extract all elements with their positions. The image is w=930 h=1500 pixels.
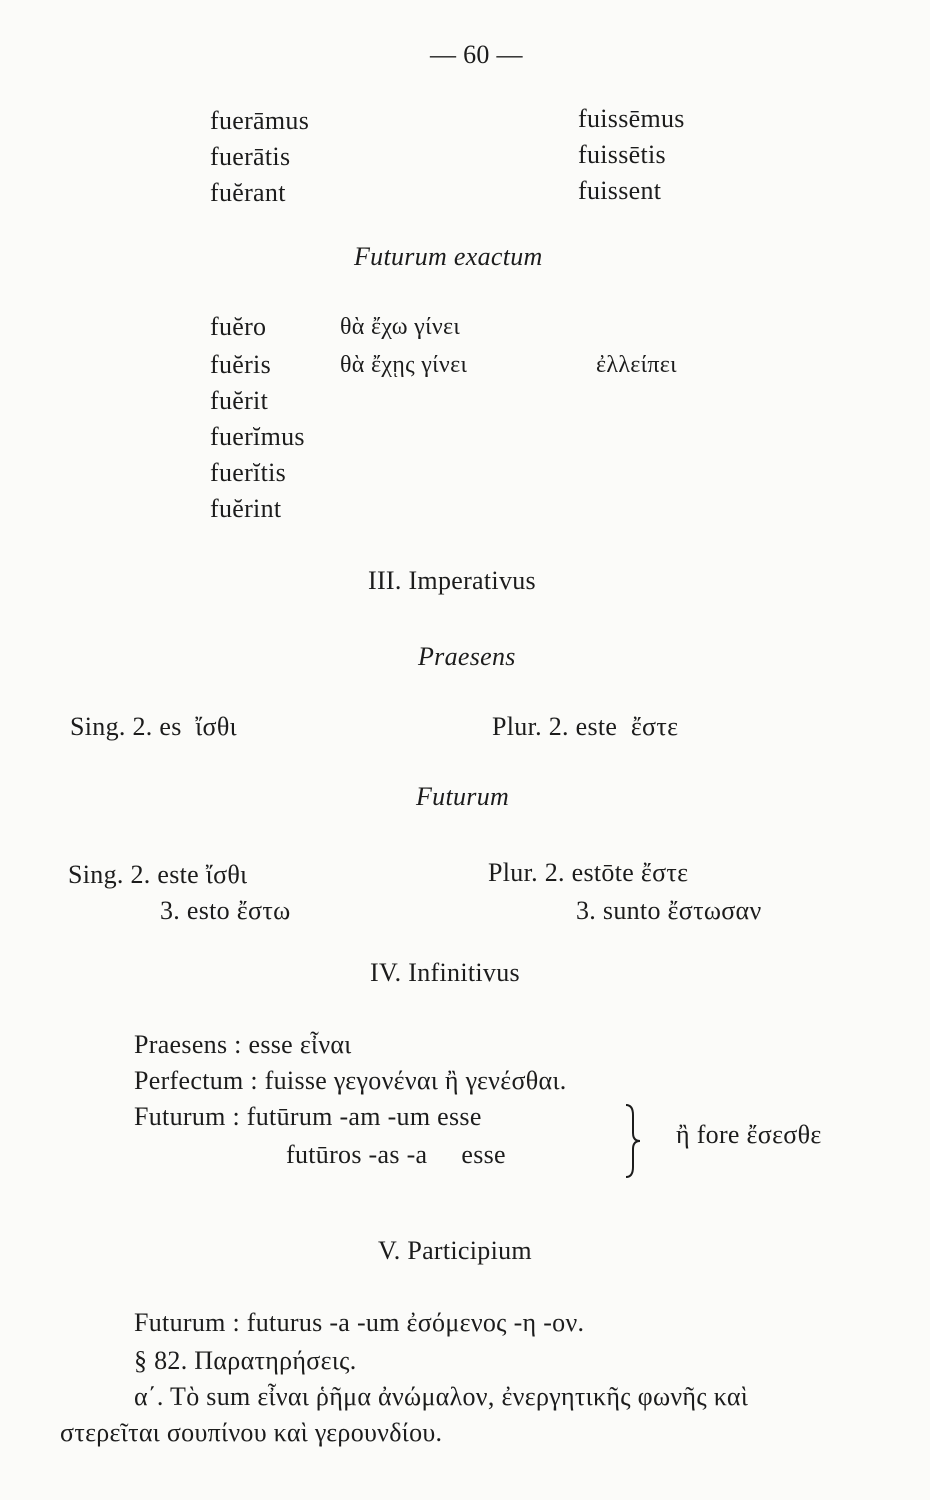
imperativus-futurum-plur-3: 3. sunto ἔστωσαν: [576, 896, 762, 925]
remarks-line-1: α΄. Τὸ sum εἶναι ῥῆμα ἀνώμαλον, ἐνεργητικῆς φωνῆς καὶ: [134, 1382, 749, 1411]
imperativus-futurum-heading: Futurum: [416, 782, 510, 811]
imperativus-praesens-plur: Plur. 2. este ἔστε: [492, 712, 679, 741]
imperativus-praesens-heading: Praesens: [418, 642, 516, 671]
right-brace-icon: [624, 1103, 642, 1179]
pluperfect-indicative-1: fuerāmus: [210, 106, 310, 135]
pluperfect-subjunctive-2: fuissētis: [578, 140, 666, 169]
imperativus-futurum-plur-2: Plur. 2. estōte ἔστε: [488, 858, 689, 887]
futurum-exactum-form-2: fuĕris: [210, 350, 271, 379]
infinitivus-perfectum: Perfectum : fuisse γεγονέναι ἢ γενέσθαι.: [134, 1066, 567, 1095]
futurum-exactum-greek-1: θὰ ἔχω γίνει: [340, 314, 461, 340]
futurum-exactum-form-4: fuerĭmus: [210, 422, 305, 451]
pluperfect-subjunctive-3: fuissent: [578, 176, 662, 205]
futurum-exactum-form-1: fuĕro: [210, 312, 267, 341]
imperativus-heading: III. Imperativus: [368, 566, 536, 595]
futurum-exactum-form-5: fuerĭtis: [210, 458, 287, 487]
imperativus-futurum-sing-2: Sing. 2. este ἴσθι: [68, 860, 248, 889]
infinitivus-futurum-line-2: futūros -as -a esse: [286, 1140, 506, 1169]
page-number: — 60 —: [430, 40, 523, 69]
participium-heading: V. Participium: [378, 1236, 532, 1265]
pluperfect-subjunctive-1: fuissēmus: [578, 104, 685, 133]
pluperfect-indicative-2: fuerātis: [210, 142, 291, 171]
futurum-exactum-greek-2: θὰ ἔχῃς γίνει: [340, 352, 468, 378]
futurum-exactum-heading: Futurum exactum: [354, 242, 543, 271]
infinitivus-praesens: Praesens : esse εἶναι: [134, 1030, 352, 1059]
remarks-heading: § 82. Παρατηρήσεις.: [134, 1346, 357, 1375]
infinitivus-futurum-line-1: Futurum : futūrum -am -um esse: [134, 1102, 482, 1131]
remarks-line-2: στερεῖται σουπίνου καὶ γερουνδίου.: [60, 1418, 443, 1447]
infinitivus-heading: IV. Infinitivus: [370, 958, 520, 987]
imperativus-praesens-sing: Sing. 2. es ἴσθι: [70, 712, 237, 741]
futurum-exactum-form-6: fuĕrint: [210, 494, 282, 523]
pluperfect-indicative-3: fuĕrant: [210, 178, 286, 207]
futurum-exactum-missing-note: ἐλλείπει: [596, 352, 677, 378]
futurum-exactum-form-3: fuĕrit: [210, 386, 269, 415]
participium-futurum: Futurum : futurus -a -um ἐσόμενος -η -ον.: [134, 1308, 585, 1337]
imperativus-futurum-sing-3: 3. esto ἔστω: [160, 896, 291, 925]
infinitivus-futurum-alt: ἢ fore ἔσεσθε: [676, 1120, 822, 1149]
